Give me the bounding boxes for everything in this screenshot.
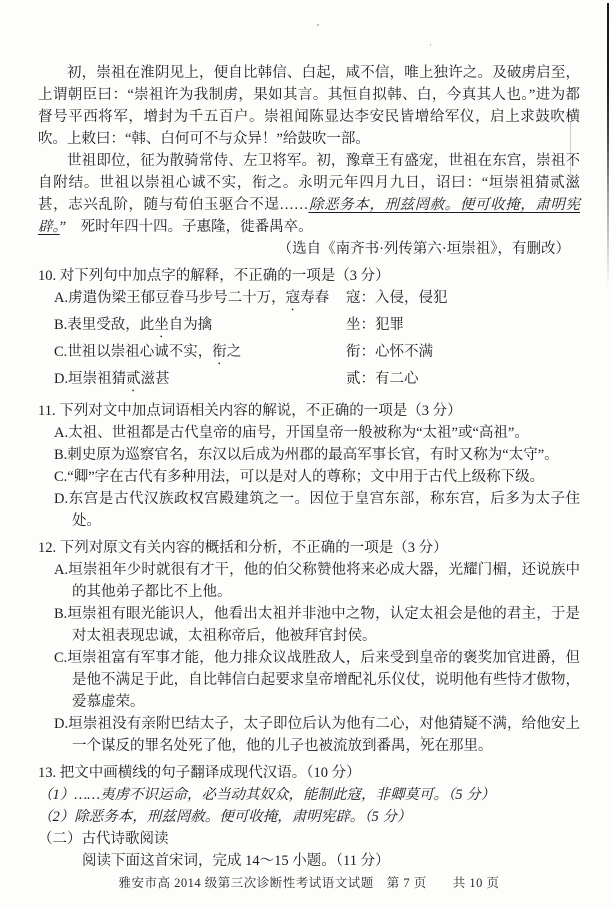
option-text-post: 自为擒 [168,317,213,333]
passage-paragraph-2-text: 世祖即位，征为散骑常侍、左卫将军。初，豫章王有盛宠，世祖在东宫，崇祖不自附结。世祖以崇祖心诚不实，衔之。永明元年四月九日，诏曰：“垣崇祖猜贰滋甚，志兴乱阶，随与荀伯玉驱合不逞…… [38,153,580,213]
option-text: 垣崇祖富有军事才能，他力排众议战胜敌人，后来受到皇帝的褒奖加官进爵，但是他不满足于此，自比韩信白起要求皇帝增配礼乐仪仗，说明他有些恃才傲物，爱慕虚荣。 [67,650,580,710]
option-label: A. [54,425,69,441]
option-label: C. [54,650,68,666]
option-text-post: 寿春 [300,290,330,306]
question-13-stem: 13. 把文中画横线的句子翻译成现代汉语。（10 分） [38,765,361,781]
option-sentence [54,368,346,395]
scan-artifact-right-line [607,3,609,288]
passage-underlined-sentence: 除恶务本，刑兹罔赦。便可收掩，肃明宪辟。 [38,197,581,235]
question-12 [38,537,580,757]
question-11-option-b [38,444,580,466]
option-sentence [54,287,346,314]
question-11-option-c [38,466,580,488]
dotted-character: 衔 [212,344,227,360]
section-2-poetry-reading [38,828,580,872]
option-label: C. [54,469,68,485]
scan-speck [430,44,431,46]
dotted-character: 寇 [285,290,301,306]
option-text-pre: 垣崇祖猜 [68,371,127,387]
question-13-sentence-2: （2）除恶务本，刑兹罔赦。便可收掩，肃明宪辟。（5 分） [38,809,412,825]
question-10-option-b [38,314,580,341]
question-12-stem: 12. 下列对原文有关内容的概括和分析，不正确的一项是（3 分） [38,540,448,556]
question-10-option-d [38,368,580,395]
page-content [38,62,580,894]
question-10 [38,265,580,395]
question-10-stem: 10. 对下列句中加点字的解释，不正确的一项是（3 分） [38,268,390,284]
option-sentence [54,341,346,368]
option-label: D. [54,716,69,732]
option-text: 刺史原为巡察官名，东汉以后成为州郡的最高军事长官，有时又称为“太守”。 [67,447,559,463]
scan-speck [317,24,319,26]
option-label: D. [54,491,69,507]
question-11 [38,400,580,532]
dotted-character: 贰 [126,371,141,387]
question-11-option-d [38,488,580,532]
option-sentence [54,314,346,341]
option-text: 垣崇祖没有亲附巴结太子，太子即位后认为他有二心，对他猜疑不满，给他安上一个谋反的罪名处死了他，他的儿子也被流放到番禺，死在那里。 [68,716,580,754]
option-label: D. [54,371,69,387]
page-footer: 雅安市高 2014 级第三次诊断性考试语文试题 第 7 页 共 10 页 [118,876,500,890]
option-text: 东宫是古代汉族政权宫殿建筑之一。因位于皇宫东部，称东宫，后多为太子住处。 [68,491,580,529]
question-10-option-c [38,341,580,368]
option-gloss: 坐：犯罪 [346,317,404,333]
question-11-stem: 11. 下列对文中加点词语相关内容的解说，不正确的一项是（3 分） [38,403,462,419]
option-label: B. [54,606,68,622]
option-label: B. [54,447,68,463]
option-text: 太祖、世祖都是古代皇帝的庙号，开国皇帝一般被称为“太祖”或“高祖”。 [68,425,529,441]
question-13 [38,762,580,828]
option-text: 垣崇祖年少时就很有才干，他的伯父称赞他将来必成大器，光耀门楣，还说族中的其他弟子都比不上他。 [68,562,580,600]
passage-paragraph-2 [38,150,580,238]
option-gloss: 寇：入侵，侵犯 [346,290,448,306]
option-text-pre: 世祖以崇祖心诚不实， [67,344,213,360]
option-text: 垣崇祖有眼光能识人，他看出太祖并非池中之物，认定太祖会是他的君主，于是对太祖表现忠诚，太祖称帝后，他被拜官封侯。 [67,606,580,644]
question-11-option-a [38,422,580,444]
option-text-post: 之 [226,344,242,360]
question-12-option-a [38,559,580,603]
question-12-option-d [38,713,580,757]
option-text-post: 滋甚 [140,371,170,387]
option-label: A. [54,290,69,306]
question-12-option-b [38,603,580,647]
passage-source-attribution: （选自《南齐书·列传第六·垣崇祖》，有删改） [277,241,570,257]
question-12-option-c [38,647,580,713]
section-2-intro: 阅读下面这首宋词，完成 14～15 小题。（11 分） [82,853,390,869]
option-label: B. [54,317,68,333]
option-gloss: 贰：有二心 [346,371,419,387]
section-2-title: （二）古代诗歌阅读 [38,831,169,847]
option-text-pre: 虏遣伪梁王郁豆眷马步号二十万， [68,290,286,306]
passage-paragraph-1: 初，崇祖在淮阴见上，便自比韩信、白起，咸不信，唯上独许之。及破虏启至，上谓朝臣曰：“崇祖许为我制虏，果如其言。其恒自拟韩、白，今真其人也。”进为都督号平西将军，增封为千五百户。崇祖闻陈显达李安民皆增给军仪，启上求鼓吹横吹。上敕曰：“韩、白何可不与众异！”给鼓吹一部。 [38,65,580,147]
question-13-sentence-1: （1）……夷虏不识运命，必当动其奴众，能制此寇，非卿莫可。（5 分） [38,787,496,803]
option-text-pre: 表里受敌，此 [67,317,155,333]
question-10-option-a [38,287,580,314]
dotted-character: 坐 [154,317,169,333]
option-label: C. [54,344,68,360]
passage-paragraph-2-end: ” 死时年四十四。子惠隆，徙番禺卒。 [59,219,313,235]
option-label: A. [54,562,69,578]
option-text: “卿”字在古代有多种用法，可以是对人的尊称；文中用于古代上级称下级。 [67,469,545,485]
option-gloss: 衔：心怀不满 [346,344,433,360]
